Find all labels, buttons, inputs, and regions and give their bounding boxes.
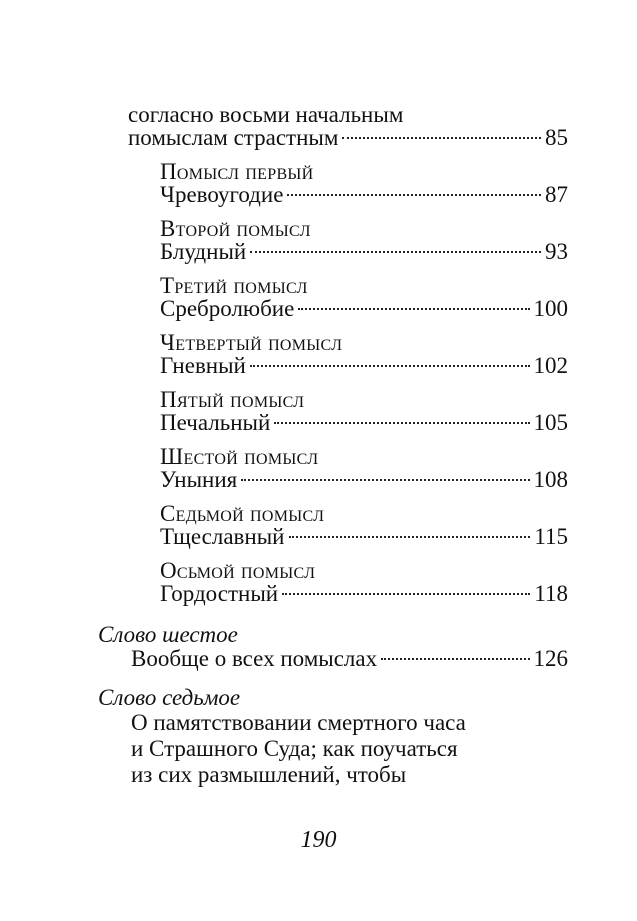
- dot-leader: [381, 658, 529, 660]
- dot-leader: [289, 536, 531, 538]
- toc-item-title: Чревоугодие: [160, 182, 284, 207]
- toc-item-heading: Помысл первый: [160, 159, 314, 184]
- toc-intro-line2: помыслам страстным: [128, 125, 339, 150]
- toc-item-entry: [160, 523, 568, 551]
- toc-item-title: Уныния: [160, 467, 238, 492]
- page-number: 87: [545, 182, 568, 207]
- dot-leader: [241, 479, 529, 481]
- dot-leader: [282, 593, 530, 595]
- toc-item-entry: [160, 295, 568, 323]
- toc-item-heading: Четвертый помысл: [160, 330, 343, 355]
- toc-section-text-line: О памятствовании смертного часа: [131, 710, 466, 735]
- toc-item-entry: [160, 181, 568, 209]
- toc-item-heading: Пятый помысл: [160, 387, 305, 412]
- dot-leader: [287, 194, 541, 196]
- toc-item-title: Гневный: [160, 353, 246, 378]
- toc-intro-entry: [128, 124, 568, 152]
- dot-leader: [250, 251, 541, 253]
- toc-section-entry: [131, 645, 568, 673]
- page-number: 115: [534, 524, 568, 549]
- toc-section-text-line: из сих размышлений, чтобы: [131, 762, 407, 787]
- page-number: 93: [545, 239, 568, 264]
- toc-section-heading: Слово седьмое: [98, 685, 241, 710]
- toc-intro-line1: согласно восьми начальным: [128, 102, 404, 127]
- dot-leader: [274, 422, 529, 424]
- toc-item-title: Печальный: [160, 410, 271, 435]
- page-number: 100: [533, 296, 568, 321]
- toc-item-title: Гордостный: [160, 581, 279, 606]
- toc-section-text-line: и Страшного Суда; как поучаться: [131, 736, 458, 761]
- toc-section-heading: Слово шестое: [98, 622, 238, 647]
- page-number: 105: [533, 410, 568, 435]
- toc-item-heading: Второй помысл: [160, 216, 311, 241]
- toc-item-entry: [160, 238, 568, 266]
- toc-item-entry: [160, 580, 568, 608]
- toc-item-heading: Шестой помысл: [160, 444, 319, 469]
- toc-item-title: Блудный: [160, 239, 247, 264]
- page-number: 118: [534, 581, 568, 606]
- dot-leader: [250, 365, 530, 367]
- page-folio: 190: [300, 827, 337, 853]
- page-number: 126: [533, 646, 568, 671]
- page-number: 85: [545, 125, 568, 150]
- toc-item-heading: Осьмой помысл: [160, 558, 316, 583]
- toc-item-entry: [160, 466, 568, 494]
- toc-section-title: Вообще о всех помыслах: [131, 646, 378, 671]
- toc-item-entry: [160, 409, 568, 437]
- toc-item-title: Тщеславный: [160, 524, 285, 549]
- page-number: 102: [533, 353, 568, 378]
- page-number: 108: [533, 467, 568, 492]
- toc-item-title: Сребролюбие: [160, 296, 295, 321]
- dot-leader: [342, 137, 541, 139]
- toc-item-heading: Третий помысл: [160, 273, 308, 298]
- dot-leader: [298, 308, 529, 310]
- toc-item-heading: Седьмой помысл: [160, 501, 325, 526]
- toc-item-entry: [160, 352, 568, 380]
